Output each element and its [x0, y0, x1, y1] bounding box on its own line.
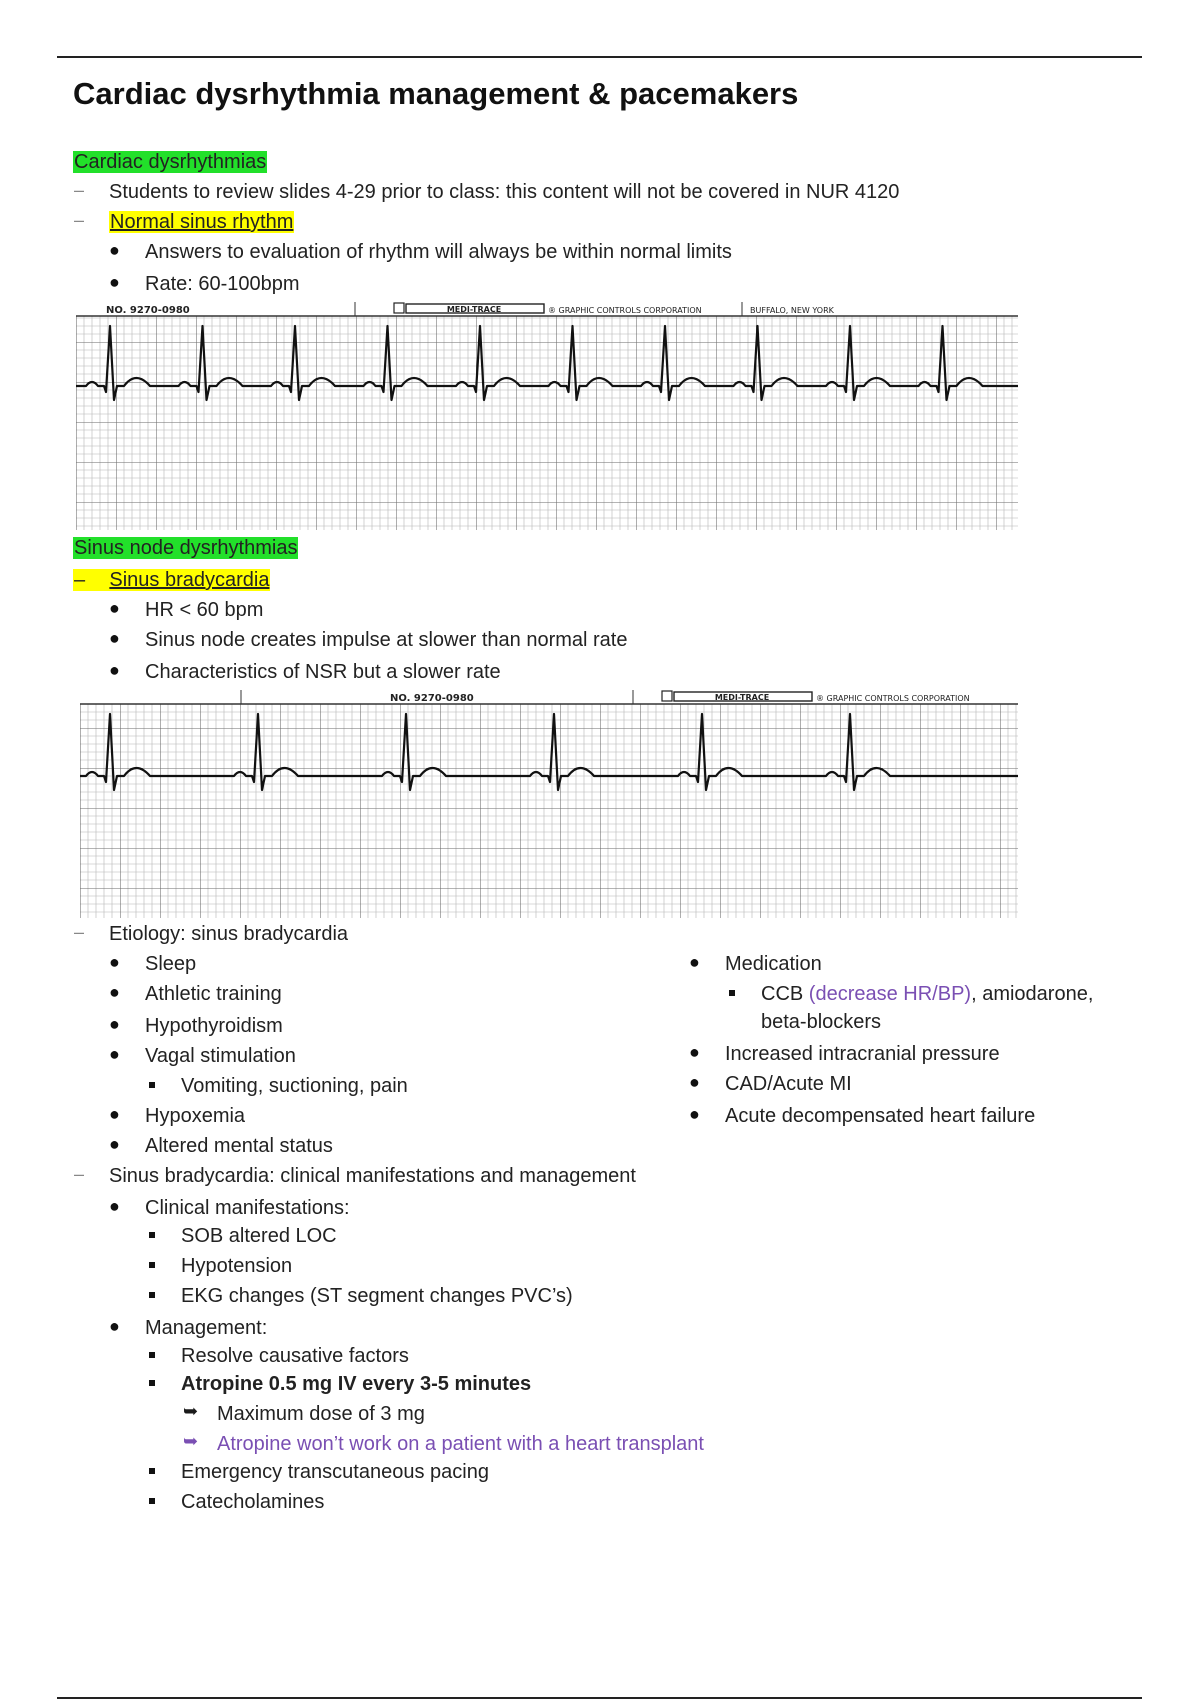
mgmt-item-pacing: Emergency transcutaneous pacing [181, 1461, 489, 1483]
mgmt-item-atropine: Atropine 0.5 mg IV every 3-5 minutes [181, 1373, 532, 1395]
list-item: HR < 60 bpm [145, 599, 264, 621]
bullet-dot: ● [109, 272, 120, 292]
cm-item: Hypotension [181, 1255, 293, 1277]
square-bullet [149, 1232, 155, 1238]
ecg-strip-sinus-bradycardia [80, 688, 1018, 918]
bullet-dot: ● [109, 660, 120, 680]
list-item: Answers to evaluation of rhythm will always be within normal limits [145, 241, 732, 263]
mgmt-item-resolve: Resolve causative factors [181, 1345, 409, 1367]
dash-marker: – [74, 210, 85, 230]
bullet-dot: ● [109, 1044, 120, 1064]
ecg-strip-normal-sinus [76, 302, 1018, 530]
arrow-bullet-icon: ➥ [183, 1401, 199, 1421]
mgmt-item-catecholamines: Catecholamines [181, 1491, 325, 1513]
bottom-rule [57, 1697, 1142, 1699]
mgmt-label: Management: [145, 1317, 268, 1339]
bullet-dot: ● [109, 982, 120, 1002]
dash-marker: – [74, 180, 85, 200]
etiology-item-icp: Increased intracranial pressure [725, 1043, 1000, 1065]
heading-highlight: Cardiac dysrhythmias [74, 151, 267, 173]
nsr-highlight: Normal sinus rhythm [110, 211, 294, 233]
square-bullet [149, 1082, 155, 1088]
bullet-dot: ● [109, 240, 120, 260]
strip-brand: MEDI-TRACE [446, 305, 502, 314]
etiology-item-athletic: Athletic training [145, 983, 282, 1005]
square-bullet [729, 990, 735, 996]
section-heading-sinus-node [73, 536, 298, 560]
ccb-rest: , amiodarone, [971, 983, 1094, 1005]
review-note: Students to review slides 4-29 prior to class: this content will not be covered in NUR 4120 [109, 181, 900, 203]
bullet-dot: ● [109, 598, 120, 618]
cm-item: EKG changes (ST segment changes PVC’s) [181, 1285, 573, 1307]
arrow-bullet-icon: ➥ [183, 1431, 199, 1451]
bullet-dot: ● [689, 1104, 700, 1124]
etiology-item-vagal: Vagal stimulation [145, 1045, 296, 1067]
etiology-item-cad: CAD/Acute MI [725, 1073, 852, 1095]
brady-heading: Sinus bradycardia [109, 569, 270, 591]
mgmt-subitem-transplant: Atropine won’t work on a patient with a heart transplant [217, 1433, 704, 1455]
bullet-dot: ● [109, 1196, 120, 1216]
bullet-dot: ● [109, 1014, 120, 1034]
square-bullet [149, 1352, 155, 1358]
top-rule [57, 56, 1142, 58]
strip-company: ® GRAPHIC CONTROLS CORPORATION [548, 306, 702, 315]
etiology-item-hf: Acute decompensated heart failure [725, 1105, 1036, 1127]
bullet-dot: ● [109, 1134, 120, 1154]
ecg-strip-graphic [80, 688, 1018, 918]
etiology-item-hypothyroidism: Hypothyroidism [145, 1015, 283, 1037]
dash-marker: – [74, 922, 85, 942]
bullet-dot: ● [109, 952, 120, 972]
cm-item: SOB altered LOC [181, 1225, 337, 1247]
strip-brand: MEDI-TRACE [714, 693, 770, 702]
dash-marker: – [74, 1164, 85, 1184]
etiology-item-sleep: Sleep [145, 953, 197, 975]
strip-city: BUFFALO, NEW YORK [750, 306, 834, 315]
etiology-subitem-vagal: Vomiting, suctioning, pain [181, 1075, 408, 1097]
bullet-dot: ● [689, 952, 700, 972]
etiology-subitem-ccb [761, 982, 1093, 1006]
ecg-strip-graphic [76, 302, 1018, 530]
mgmt-subitem-max-dose: Maximum dose of 3 mg [217, 1403, 425, 1425]
dash-highlight: – [74, 569, 108, 591]
etiology-subitem-ccb-cont: beta-blockers [761, 1011, 882, 1033]
list-item: Sinus node creates impulse at slower than normal rate [145, 629, 628, 651]
ccb-label: CCB [761, 983, 809, 1005]
etiology-item-hypoxemia: Hypoxemia [145, 1105, 246, 1127]
bullet-dot: ● [689, 1072, 700, 1092]
ccb-note: (decrease HR/BP) [808, 983, 972, 1005]
square-bullet [149, 1262, 155, 1268]
bullet-dot: ● [109, 1104, 120, 1124]
square-bullet [149, 1468, 155, 1474]
square-bullet [149, 1498, 155, 1504]
heading-highlight: Sinus node dysrhythmias [74, 537, 298, 559]
bullet-dot: ● [689, 1042, 700, 1062]
list-item: Rate: 60-100bpm [145, 273, 300, 295]
strip-number: NO. 9270-0980 [390, 693, 474, 704]
section-heading-cardiac-dysrhythmias [73, 150, 267, 174]
strip-number: NO. 9270-0980 [106, 305, 190, 316]
etiology-heading: Etiology: sinus bradycardia [109, 923, 349, 945]
cm-heading: Sinus bradycardia: clinical manifestations and management [109, 1165, 636, 1187]
cm-label: Clinical manifestations: [145, 1197, 350, 1219]
etiology-item-medication: Medication [725, 953, 822, 975]
square-bullet [149, 1380, 155, 1386]
nsr-heading [109, 210, 294, 234]
bullet-dot: ● [109, 1316, 120, 1336]
list-item: Characteristics of NSR but a slower rate [145, 661, 501, 683]
square-bullet [149, 1292, 155, 1298]
page-title: Cardiac dysrhythmia management & pacemakers [73, 76, 799, 111]
brady-heading-row [73, 568, 270, 592]
strip-company: ® GRAPHIC CONTROLS CORPORATION [816, 694, 970, 703]
bullet-dot: ● [109, 628, 120, 648]
etiology-item-mental: Altered mental status [145, 1135, 333, 1157]
